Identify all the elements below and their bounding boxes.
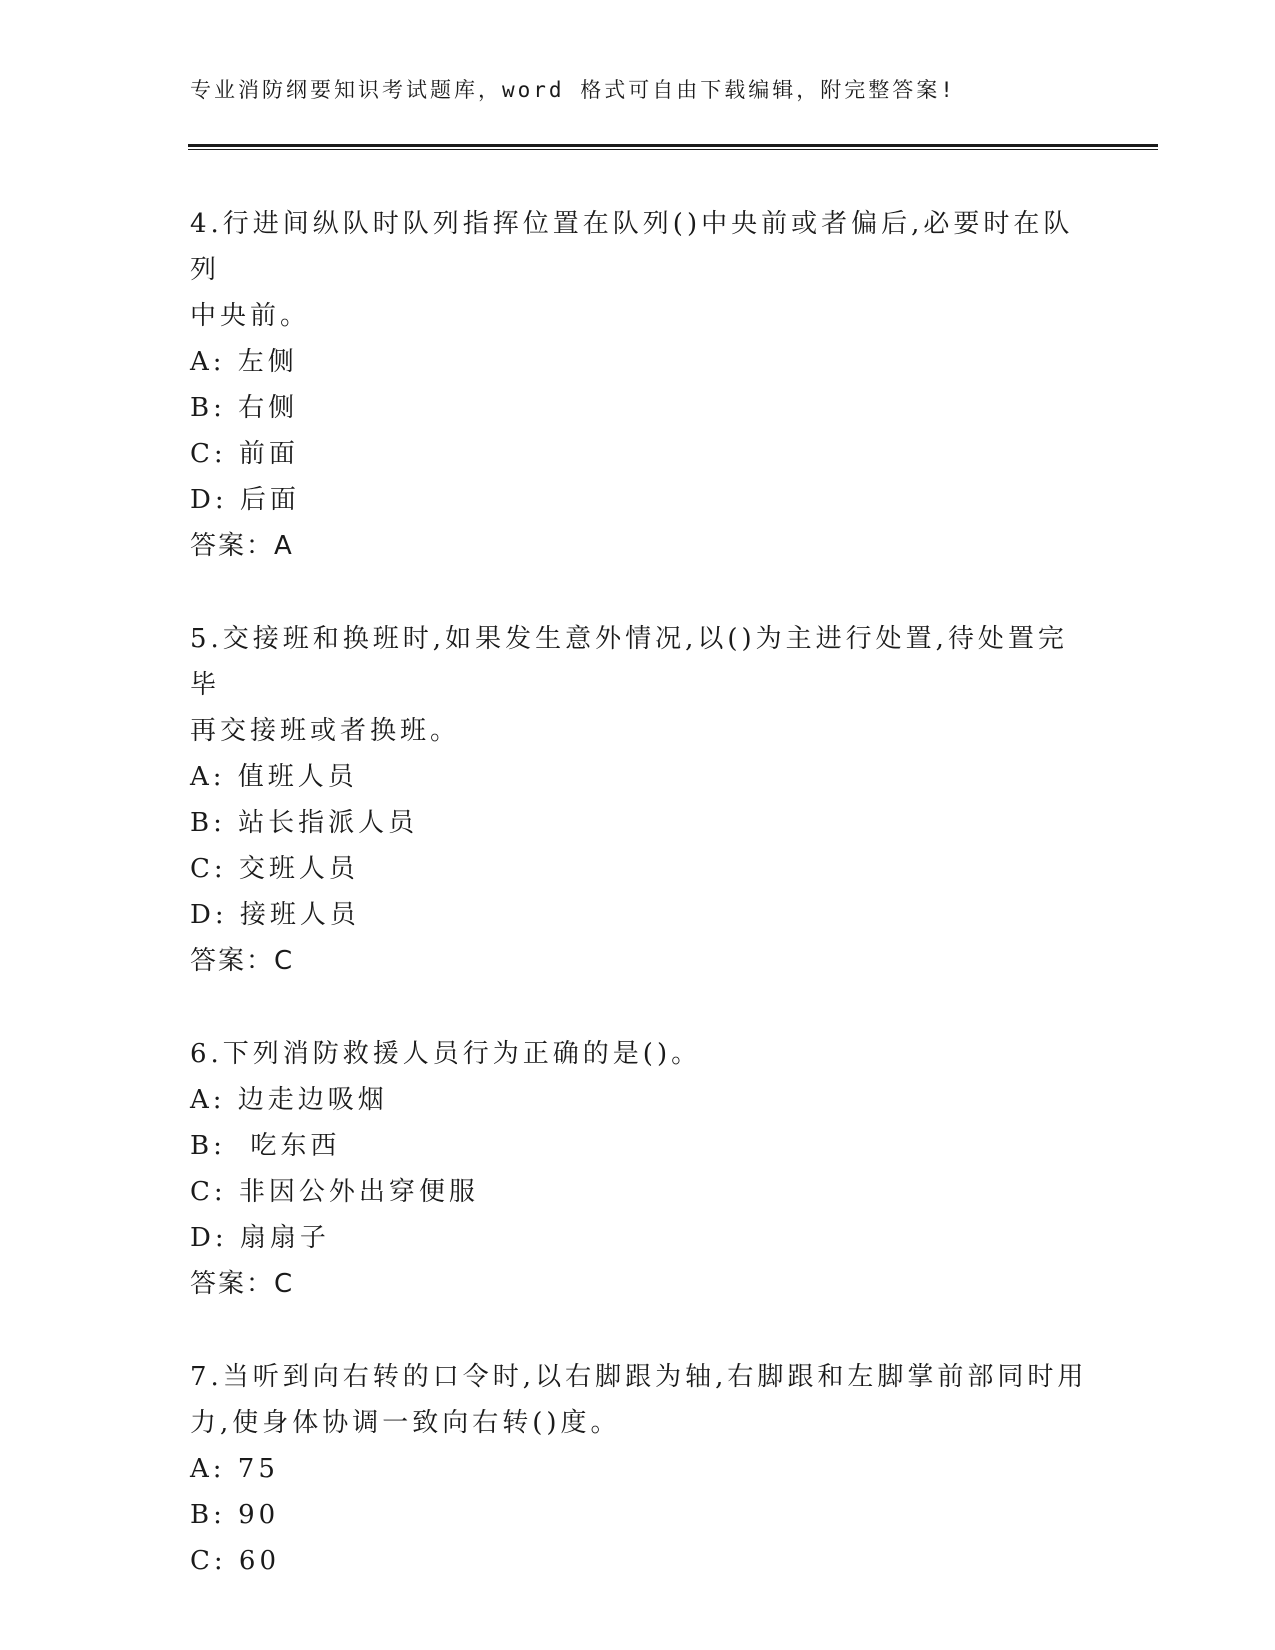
page-header: 专业消防纲要知识考试题库，word 格式可自由下载编辑，附完整答案!	[190, 78, 956, 102]
question-4-option-a: A: 左侧	[190, 347, 298, 377]
question-4-option-b: B: 右侧	[190, 393, 299, 423]
question-5-line-2: 再交接班或者换班。	[190, 716, 461, 746]
question-5-option-a: A: 值班人员	[190, 762, 358, 792]
question-4-line-2: 中央前。	[190, 301, 311, 331]
question-6-answer: 答案：C	[190, 1269, 295, 1299]
question-6-option-a: A: 边走边吸烟	[190, 1085, 388, 1115]
header-rule-thick	[188, 144, 1158, 147]
question-6	[190, 1031, 1090, 1307]
question-4-option-d: D: 后面	[190, 485, 300, 515]
question-6-line-1: 6.下列消防救援人员行为正确的是()。	[190, 1039, 702, 1069]
question-list	[190, 201, 1090, 1631]
question-5-option-c: C: 交班人员	[190, 854, 359, 884]
question-5-option-d: D: 接班人员	[190, 900, 360, 930]
question-5-line-1: 5.交接班和换班时,如果发生意外情况,以()为主进行处置,待处置完毕	[190, 624, 1068, 700]
question-7-option-c: C: 60	[190, 1546, 281, 1576]
question-4-option-c: C: 前面	[190, 439, 299, 469]
question-5-answer: 答案：C	[190, 946, 295, 976]
question-7-option-b: B: 90	[190, 1500, 280, 1530]
header-rule-thin	[188, 149, 1158, 150]
question-6-option-c: C: 非因公外出穿便服	[190, 1177, 479, 1207]
question-6-option-b: B: 吃东西	[190, 1131, 341, 1161]
question-4	[190, 201, 1090, 569]
question-4-answer: 答案：A	[190, 531, 294, 561]
question-5	[190, 616, 1090, 984]
question-7-line-1: 7.当听到向右转的口令时,以右脚跟为轴,右脚跟和左脚掌前部同时用	[190, 1362, 1088, 1392]
question-5-option-b: B: 站长指派人员	[190, 808, 419, 838]
question-7-line-2: 力,使身体协调一致向右转()度。	[190, 1408, 621, 1438]
question-4-line-1: 4.行进间纵队时队列指挥位置在队列()中央前或者偏后,必要时在队列	[190, 209, 1074, 285]
question-7	[190, 1354, 1090, 1584]
question-6-option-d: D: 扇扇子	[190, 1223, 330, 1253]
question-7-option-a: A: 75	[190, 1454, 279, 1484]
